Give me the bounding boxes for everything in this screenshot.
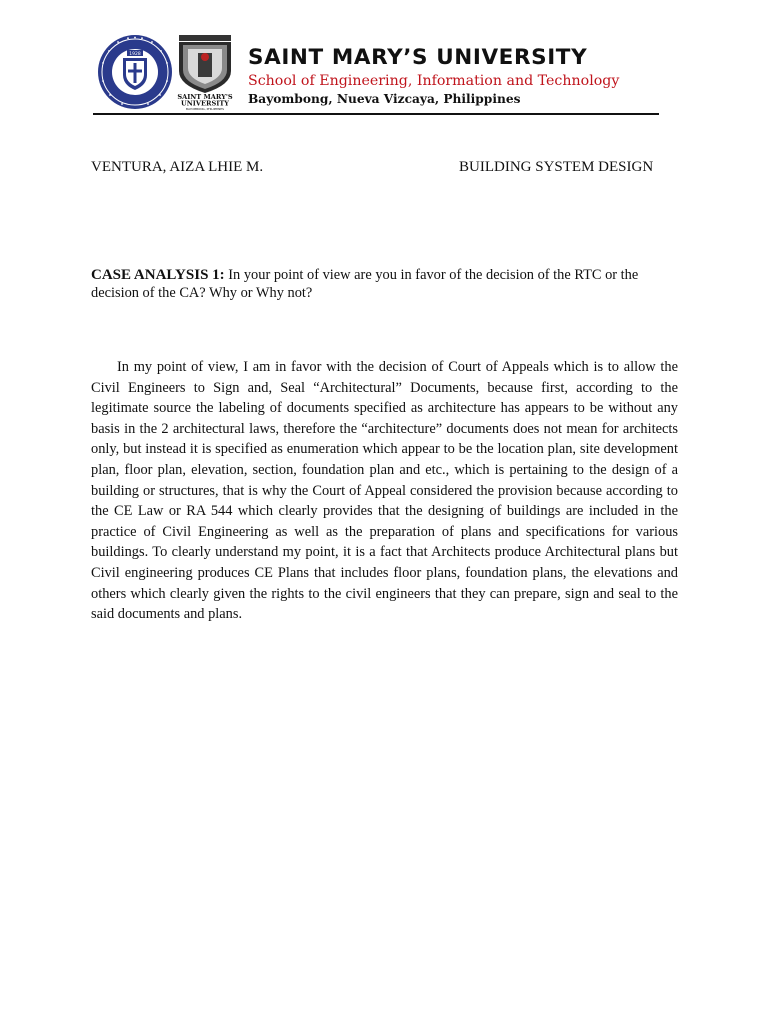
- university-name: SAINT MARY’S UNIVERSITY: [248, 45, 588, 70]
- case-question-text: In your point of view are you in favor of the decision of the RTC or the decision of the CA? Why or Why not?: [91, 267, 639, 301]
- case-question: [91, 266, 681, 302]
- school-seal-logo: [174, 33, 236, 111]
- university-address: Bayombong, Nueva Vizcaya, Philippines: [248, 92, 521, 106]
- seal-year: 1928: [129, 52, 141, 57]
- case-label: CASE ANALYSIS 1:: [91, 267, 225, 283]
- letterhead-divider: [93, 113, 659, 115]
- school-name: School of Engineering, Information and Technology: [248, 73, 620, 89]
- university-seal-logo: [96, 33, 174, 111]
- seal-text-2: UNIVERSITY: [181, 99, 229, 108]
- seal-text-3: BAYOMBONG, PHILIPPINES: [186, 107, 224, 111]
- case-answer-paragraph: In my point of view, I am in favor with the decision of Court of Appeals which is to allow the Civil Engineers to Sign and, Seal “Architectural” Documents, because first, according to the legitimate source the labeling of documents specified as architecture has appears to be without any basis in the 2 architectural laws, therefore the “architecture” documents does not mean for architects only, but instead it is specified as enumeration which appear to be the location plan, site development plan, floor plan, elevation, section, foundation plan and etc., which is pertaining to the design of a building or structures, that is why the Court of Appeal considered the provision because according to the CE Law or RA 544 which clearly provides that the designing of buildings are included in the practice of Civil Engineering as well as the preparation of plans and specifications for various buildings. To clearly understand my point, it is a fact that Architects produce Architectural plans but Civil engineering produces CE Plans that includes floor plans, foundation plans, the elevations and others which clearly given the rights to the civil engineers that they can prepare, sign and seal to the said documents and plans.: [91, 359, 678, 623]
- seal-text-1: SAINT MARY'S: [177, 93, 233, 101]
- subject-title: BUILDING SYSTEM DESIGN: [459, 159, 654, 175]
- student-name: VENTURA, AIZA LHIE M.: [91, 159, 264, 175]
